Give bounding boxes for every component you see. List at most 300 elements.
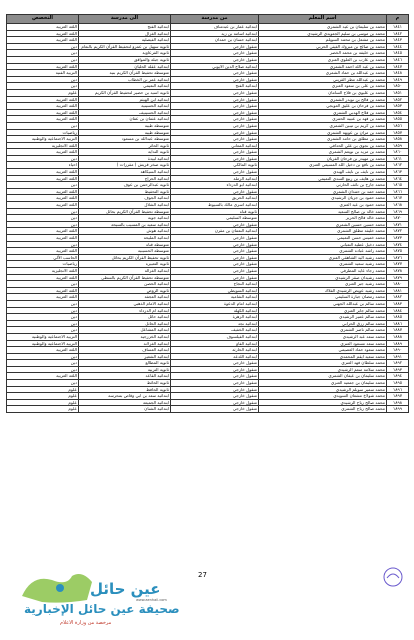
table-row — [7, 63, 409, 70]
from-school: ابتدائية الكهلة — [171, 307, 259, 314]
specialty: دين — [7, 353, 79, 360]
specialty: اللغة العربية — [7, 149, 79, 156]
table-row — [7, 307, 409, 314]
teacher-name: محمد شولاخ مشعان السويدي — [259, 393, 387, 400]
site-url: www.aenhail.com — [136, 598, 167, 602]
to-school: متوسطة تحفيظ القرآن الكريم بالسطى — [79, 274, 171, 281]
specialty: اللغة العربية — [7, 96, 79, 103]
specialty: دين — [7, 83, 79, 90]
to-school: ثانوية الفرعاوية — [79, 50, 171, 57]
to-school: ابتدائية الغزالة — [79, 267, 171, 274]
specialty: اللغة العربية — [7, 248, 79, 255]
table-row — [7, 353, 409, 360]
row-index: ١٨٨٥ — [387, 314, 409, 321]
table-row — [7, 96, 409, 103]
stamp-logo-icon — [382, 566, 404, 588]
row-index: ١٨٧٨ — [387, 267, 409, 274]
teacher-name: محمد سلامة منعم الرشيدي — [259, 366, 387, 373]
teacher-name: محمد بن مزيد بن نويعم الشمري — [259, 149, 387, 156]
teacher-name: محمد سعود حماد العصيمي — [259, 347, 387, 354]
to-school: ابتدائية الحائل — [79, 320, 171, 327]
teacher-name: محمد بن خليفة بن محمد الخضر — [259, 50, 387, 57]
teacher-name: محمد خالد فالح الحرير — [259, 215, 387, 222]
table-row — [7, 248, 409, 255]
table-row — [7, 109, 409, 116]
header-index: م — [387, 15, 409, 24]
specialty: دين — [7, 360, 79, 367]
table-row — [7, 333, 409, 340]
from-school: ابتدائية السويطي — [171, 287, 259, 294]
from-school: منقول خارجي — [171, 274, 259, 281]
table-row — [7, 267, 409, 274]
specialty: علوم — [7, 89, 79, 96]
teacher-name: محمد سالم عمير الرشيدي — [259, 314, 387, 321]
to-school: ابتدائية العساف — [79, 347, 171, 354]
table-row — [7, 50, 409, 57]
site-name: صحيفة عين حائل الإخبارية — [24, 602, 180, 616]
from-school: منقول خارجي — [171, 267, 259, 274]
to-school: ابتدائية ابن الهيثم — [79, 96, 171, 103]
specialty: اللغة العربية — [7, 175, 79, 182]
teacher-name: محمد بن فهد بن عتيبه الحمري — [259, 116, 387, 123]
table-row — [7, 116, 409, 123]
teacher-name: محمد سالم جابر العنزي — [259, 307, 387, 314]
row-index: ١٨٤٦ — [387, 56, 409, 63]
to-school: ثانوية تحفيظ القرآن الكريم بحائل — [79, 254, 171, 261]
to-school: ابتدائية الغزلانه — [79, 340, 171, 347]
row-index: ١٨٧٦ — [387, 254, 409, 261]
teacher-name: محمد بن عبد الله احمد الشمري — [259, 63, 387, 70]
teacher-name: محمد خميس حسن التميمي — [259, 235, 387, 242]
to-school: ابتدائية السيكاهة — [79, 169, 171, 176]
table-row — [7, 221, 409, 228]
teacher-name: محمد بن سليمان بن عيد الشمري — [259, 24, 387, 31]
from-school: ابتدائية امام الدعوة — [171, 300, 259, 307]
table-row — [7, 83, 409, 90]
specialty: اللغة العربية — [7, 188, 79, 195]
to-school: ابتدائية عثمان بن عفان — [79, 116, 171, 123]
row-index: ١٨٦٤ — [387, 175, 409, 182]
to-school: ابتدائية العجفة — [79, 294, 171, 301]
specialty: دين — [7, 182, 79, 189]
to-school: ابتدائية حائل — [79, 314, 171, 321]
from-school: منقول خارجي — [171, 235, 259, 242]
from-school: منقول خارجي — [171, 248, 259, 255]
teacher-name: محمد راشد عباده الشمري — [259, 248, 387, 255]
teacher-name: محمد حسين حسين الشمري — [259, 221, 387, 228]
from-school: منقول خارجي — [171, 399, 259, 406]
to-school: متوسطة طيبة — [79, 129, 171, 136]
table-row — [7, 228, 409, 235]
from-school: منقول خارجي — [171, 96, 259, 103]
table-row — [7, 399, 409, 406]
to-school: ثانوية جبلة والمواقق — [79, 56, 171, 63]
table-row — [7, 195, 409, 202]
table-row — [7, 294, 409, 301]
row-index: ١٨٥٣ — [387, 103, 409, 110]
specialty: دين — [7, 307, 79, 314]
table-row — [7, 43, 409, 50]
row-index: ١٨٦١ — [387, 155, 409, 162]
to-school: ابتدائية القاعد — [79, 373, 171, 380]
table-row — [7, 287, 409, 294]
from-school: ابتدائية اسامة بن زيد — [171, 30, 259, 37]
to-school: ثانوية عبدالرحمن بن عوف — [79, 182, 171, 189]
from-school: ابتدائية المعاني — [171, 142, 259, 149]
from-school: ابتدائية الفيلسوف — [171, 333, 259, 340]
row-index: ١٨٨٨ — [387, 333, 409, 340]
teacher-name: محمد سليمان بن جمعيه العنزي — [259, 380, 387, 387]
teacher-name: محمد رمضان جبارة السليمي — [259, 294, 387, 301]
teacher-name: محمد بن موسى بن سليم الجعويدي الرشيدي — [259, 30, 387, 37]
specialty: دين — [7, 208, 79, 215]
specialty: اللغة العربية — [7, 347, 79, 354]
page-number: 27 — [198, 571, 207, 579]
row-index: ١٨٧٢ — [387, 228, 409, 235]
teacher-name: محمد بن عازب بن العلوي العنزي — [259, 56, 387, 63]
to-school: ابتدائية الشنان — [79, 406, 171, 413]
row-index: ١٨٩٢ — [387, 360, 409, 367]
header-to-school: الى مدرسة — [79, 15, 171, 24]
specialty: اللغة العربية — [7, 228, 79, 235]
row-index: ١٨٩٠ — [387, 347, 409, 354]
to-school: ابتدائية الامام الذهبي — [79, 300, 171, 307]
table-row — [7, 208, 409, 215]
specialty: اللغة العربية — [7, 24, 79, 31]
specialty: اللغة الانجليزية — [7, 267, 79, 274]
table-row — [7, 149, 409, 156]
teacher-name: محمد بن عبدالله مطر القريني — [259, 76, 387, 83]
table-row — [7, 182, 409, 189]
table-row — [7, 129, 409, 136]
from-school: منقول خارجي — [171, 360, 259, 367]
table-row — [7, 393, 409, 400]
teacher-name: محمد سالم رزق الحرابي — [259, 320, 387, 327]
to-school: ابتدائية الخزرجية — [79, 333, 171, 340]
table-row — [7, 254, 409, 261]
row-index: ١٨٤٤ — [387, 43, 409, 50]
row-index: ١٨٤١ — [387, 24, 409, 31]
from-school: منقول خارجي — [171, 70, 259, 77]
teacher-name: محمد بن مشعل بن محمد السويلم — [259, 37, 387, 44]
specialty: اللغة العربية — [7, 37, 79, 44]
row-index: ١٨٩٣ — [387, 366, 409, 373]
to-school: ثانوية الروض — [79, 287, 171, 294]
table-row — [7, 76, 409, 83]
teacher-name: محمد خالد بن صالح السعيد — [259, 208, 387, 215]
license-tagline: مرخصة من وزارة الاعلام — [60, 620, 112, 626]
from-school: منقول خارجي — [171, 122, 259, 129]
row-index: ١٨٥٠ — [387, 83, 409, 90]
specialty: الحاسب الآلي — [7, 254, 79, 261]
teacher-name: محمد بن مطلق بن حامد الشمري — [259, 136, 387, 143]
table-row — [7, 235, 409, 242]
from-school: ابتدائية النجاح — [171, 281, 259, 288]
teacher-name: محمد سعيد ايقم المحمدي — [259, 353, 387, 360]
table-row — [7, 300, 409, 307]
to-school: متوسطة الحسينية — [79, 248, 171, 255]
row-index: ١٨٥٨ — [387, 136, 409, 143]
to-school: ابتدائية الفتح — [79, 24, 171, 31]
teacher-name: محمد بن فرحان بن عليق العويجي — [259, 103, 387, 110]
specialty: اللغة العربية — [7, 195, 79, 202]
row-index: ١٨٦٥ — [387, 182, 409, 189]
header-specialty: التخصص — [7, 15, 79, 24]
from-school: منقول خارجي — [171, 169, 259, 176]
to-school: ابتدائية المليحة — [79, 235, 171, 242]
table-body — [7, 24, 409, 413]
from-school: منقول خارجي — [171, 50, 259, 57]
specialty: علوم — [7, 393, 79, 400]
to-school: ابتدائية الجوف — [79, 195, 171, 202]
teacher-name: محمد سالم بن عبدالله الجهني — [259, 300, 387, 307]
from-school: منقول خارجي — [171, 406, 259, 413]
specialty: احياء — [7, 162, 79, 169]
table-row — [7, 215, 409, 222]
to-school: متوسطة عبدالله بن مسعود — [79, 136, 171, 143]
specialty: اللغة العربية — [7, 103, 79, 110]
row-index: ١٨٩٤ — [387, 373, 409, 380]
to-school: ابتدائية الشعير — [79, 353, 171, 360]
specialty: اللغة العربية — [7, 116, 79, 123]
specialty: دين — [7, 76, 79, 83]
from-school: منقول خارجي — [171, 76, 259, 83]
to-school: ثانوية التربية — [79, 366, 171, 373]
to-school: متوسطة طيبة — [79, 122, 171, 129]
from-school: منقول خارجي — [171, 103, 259, 110]
row-index: ١٨٩٨ — [387, 399, 409, 406]
table-row — [7, 56, 409, 63]
to-school: ثانوية الحائط — [79, 380, 171, 387]
to-school: ابتدائية عقلة الحلبان — [79, 63, 171, 70]
table-row — [7, 274, 409, 281]
teacher-name: محمد رشيد اليد الشاهقي العنزي — [259, 254, 387, 261]
specialty: اللغة العربية — [7, 169, 79, 176]
table-row — [7, 30, 409, 37]
row-index: ١٨٥١ — [387, 89, 409, 96]
to-school: ثانوية المطالع — [79, 360, 171, 367]
teachers-transfer-table — [6, 14, 409, 413]
from-school: ابتدائية الحارثة — [171, 347, 259, 354]
teacher-name: محمد سلطان فهد العنزي — [259, 360, 387, 367]
teacher-name: محمد بن عبدالله بن حماد الشمري — [259, 70, 387, 77]
row-index: ١٨٤٧ — [387, 63, 409, 70]
to-school: ابتدائية سعيد بن المسيب بالسيحة — [79, 221, 171, 228]
table-row — [7, 340, 409, 347]
table-row — [7, 188, 409, 195]
teacher-name: محمد بن هايف بن ربيع السدي التميمي — [259, 175, 387, 182]
table-row — [7, 89, 409, 96]
table-row — [7, 327, 409, 334]
row-index: ١٨٤٣ — [387, 37, 409, 44]
row-index: ١٨٨٢ — [387, 294, 409, 301]
to-school: ابتدائية الشلال — [79, 202, 171, 209]
specialty: التربية الفنية — [7, 70, 79, 77]
row-index: ١٨٧٠ — [387, 215, 409, 222]
teacher-name: محمد سليمان بن عيفان الشمري — [259, 373, 387, 380]
row-index: ١٨٨٩ — [387, 340, 409, 347]
from-school: منقول خارجي — [171, 386, 259, 393]
row-index: ١٨٩٦ — [387, 386, 409, 393]
table-row — [7, 241, 409, 248]
to-school: متوسطة تحفيظ القرآن الكريم بحائل — [79, 208, 171, 215]
specialty: اللغة العربية — [7, 202, 79, 209]
to-school: ابتدائية جوبة — [79, 215, 171, 222]
table-row — [7, 360, 409, 367]
to-school: ابتدائية الحصن — [79, 281, 171, 288]
table-row — [7, 122, 409, 129]
teacher-name: محمد رشيدان صقر الرشيدي — [259, 274, 387, 281]
teacher-name: محمد سعد مسعود العنزي — [259, 340, 387, 347]
from-school: منقول خارجي — [171, 129, 259, 136]
teacher-name: محمد بن فلاح الهدبي الشمري — [259, 109, 387, 116]
specialty: دين — [7, 281, 79, 288]
from-school: متوسطة السليمي — [171, 215, 259, 222]
to-school: ابتدائية سعد بن ابي وقاص بمحرسة — [79, 393, 171, 400]
specialty: علوم — [7, 399, 79, 406]
row-index: ١٨٨١ — [387, 287, 409, 294]
table-row — [7, 380, 409, 387]
row-index: ١٨٦٢ — [387, 162, 409, 169]
teacher-name: محمد جارح بن نائف الحارثي — [259, 182, 387, 189]
table-row — [7, 320, 409, 327]
row-index: ١٨٤٥ — [387, 50, 409, 57]
specialty: التربية الاجتماعية والوطنية — [7, 340, 79, 347]
teacher-name: محمد بن نافع بن دخيل الله المسيعي العنزي — [259, 162, 387, 169]
row-index: ١٨٥٤ — [387, 109, 409, 116]
teacher-name: محمد سالم ناصر الشمري — [259, 327, 387, 334]
teacher-name: محمد صالح رباح الرشيدي — [259, 399, 387, 406]
from-school: منقول خارجي — [171, 43, 259, 50]
to-school: ثانوية الحافظ — [79, 386, 171, 393]
specialty: دين — [7, 56, 79, 63]
header-from-school: من مدرسة — [171, 15, 259, 24]
from-school: منقول خارجي — [171, 373, 259, 380]
row-index: ١٨٥٥ — [387, 116, 409, 123]
specialty: دين — [7, 241, 79, 248]
specialty: دين — [7, 380, 79, 387]
specialty: دين — [7, 215, 79, 222]
to-school: ابتدائية هوش — [79, 228, 171, 235]
specialty: دين — [7, 300, 79, 307]
row-index: ١٨٧٣ — [387, 235, 409, 242]
teacher-name: محمد بن كريم بن تيبين الشمري — [259, 122, 387, 129]
teacher-name: محمد بن عليوي بن فلاح السامان — [259, 89, 387, 96]
from-school: منقول خارجي — [171, 136, 259, 143]
row-index: ١٨٤٨ — [387, 70, 409, 77]
from-school: ثانوية المالكي — [171, 162, 259, 169]
specialty: دين — [7, 155, 79, 162]
teacher-name: محمد بن نجوى بن علي الحذافي — [259, 142, 387, 149]
table-row — [7, 162, 409, 169]
specialty: دين — [7, 314, 79, 321]
teacher-name: محمد بن مهيدر بن فرحان الفريان — [259, 155, 387, 162]
row-index: ١٨٧١ — [387, 221, 409, 228]
specialty: دين — [7, 320, 79, 327]
from-school: ابتدائية الفتح — [171, 83, 259, 90]
table-row — [7, 261, 409, 268]
teacher-name: محمد حمود بن عيد العنزي — [259, 202, 387, 209]
row-index: ١٨٩٥ — [387, 380, 409, 387]
teacher-name: محمد صالح رباح الشمري — [259, 406, 387, 413]
from-school: ابتدائية نجد — [171, 320, 259, 327]
from-school: منقول خارجي — [171, 89, 259, 96]
from-school: ابتدائية الزهرة — [171, 314, 259, 321]
to-school: ابتدائية ام الدرداء — [79, 307, 171, 314]
specialty: اللغة العربية — [7, 294, 79, 301]
to-school: ابتدائية الفيصلية — [79, 37, 171, 44]
row-index: ١٨٥٧ — [387, 129, 409, 136]
from-school: ابتدائية اسرى مالك بالسيوط — [171, 202, 259, 209]
specialty: اللغة العربية — [7, 373, 79, 380]
from-school: ابتدائية الفاو — [171, 340, 259, 347]
specialty: دين — [7, 43, 79, 50]
to-school: متوسطة تحفيظ القرآن الكريم بنية — [79, 70, 171, 77]
table-row — [7, 386, 409, 393]
to-school: ثانوية سهيل بن عمرو لتحفيظ القرآن الكريم بالنعام — [79, 43, 171, 50]
row-index: ١٨٦٣ — [387, 169, 409, 176]
from-school: ابتدائية حسان بن حمدان — [171, 37, 259, 44]
to-school: ابتدائية النعيمي — [79, 83, 171, 90]
to-school: متوسطة قناه — [79, 241, 171, 248]
teacher-name: محمد بن على بن سعود العنزي — [259, 83, 387, 90]
table-row — [7, 347, 409, 354]
from-school: منقول خارجي — [171, 116, 259, 123]
from-school: ابتدائية اللدعه — [171, 353, 259, 360]
from-school: منقول خارجي — [171, 254, 259, 261]
from-school: منقول خارجي — [171, 380, 259, 387]
logo-text: عين حائل — [90, 580, 161, 598]
specialty: اللغة الانجليزية — [7, 142, 79, 149]
to-school: ابتدائية الجميعة — [79, 399, 171, 406]
teacher-name: محمد رشيد عويض الرشيدي الفلاك — [259, 287, 387, 294]
to-school: ابتدائية الحسينية — [79, 103, 171, 110]
table-row — [7, 103, 409, 110]
specialty: علوم — [7, 406, 79, 413]
to-school: ابتدائية لبيدة — [79, 155, 171, 162]
specialty: اللغة العربية — [7, 30, 79, 37]
from-school: منقول خارجي — [171, 393, 259, 400]
specialty: دين — [7, 327, 79, 334]
table-row — [7, 37, 409, 44]
from-school: ابتدائية الحريق — [171, 195, 259, 202]
table-row — [7, 136, 409, 143]
row-index: ١٨٤٢ — [387, 30, 409, 37]
from-school: منقول خارجي — [171, 109, 259, 116]
teacher-name: محمد بن فالح بن نويدر الشمري — [259, 96, 387, 103]
specialty: دين — [7, 366, 79, 373]
from-school: ابتدائية عمار بن عبدمناف — [171, 24, 259, 31]
row-index: ١٨٨٧ — [387, 327, 409, 334]
specialty: دين — [7, 221, 79, 228]
row-index: ١٨٦٠ — [387, 149, 409, 156]
teacher-name: محمد دخيل عطية التعباني — [259, 241, 387, 248]
to-school: ثانوية التعبيره — [79, 261, 171, 268]
from-school: ابتدائية صلاح الدين الايوبي — [171, 63, 259, 70]
to-school: ثانوية اسيد بن حضير لتحفيظ القرآن الكريم — [79, 89, 171, 96]
to-school: ابتدائية الغزال — [79, 30, 171, 37]
row-index: ١٨٧٩ — [387, 274, 409, 281]
table-row — [7, 366, 409, 373]
table-row — [7, 406, 409, 413]
teacher-name: محمد سعد عبد الرشيدي — [259, 333, 387, 340]
to-school: ثانوية صخر قريش ( مقررات ) — [79, 162, 171, 169]
row-index: ١٨٧٥ — [387, 248, 409, 255]
teacher-name: محمد بن مران بن عويهة الشمري — [259, 129, 387, 136]
row-index: ١٨٨٤ — [387, 307, 409, 314]
row-index: ١٨٦٩ — [387, 208, 409, 215]
teacher-name: محمد بن نايف بن نايف الهبدي — [259, 169, 387, 176]
